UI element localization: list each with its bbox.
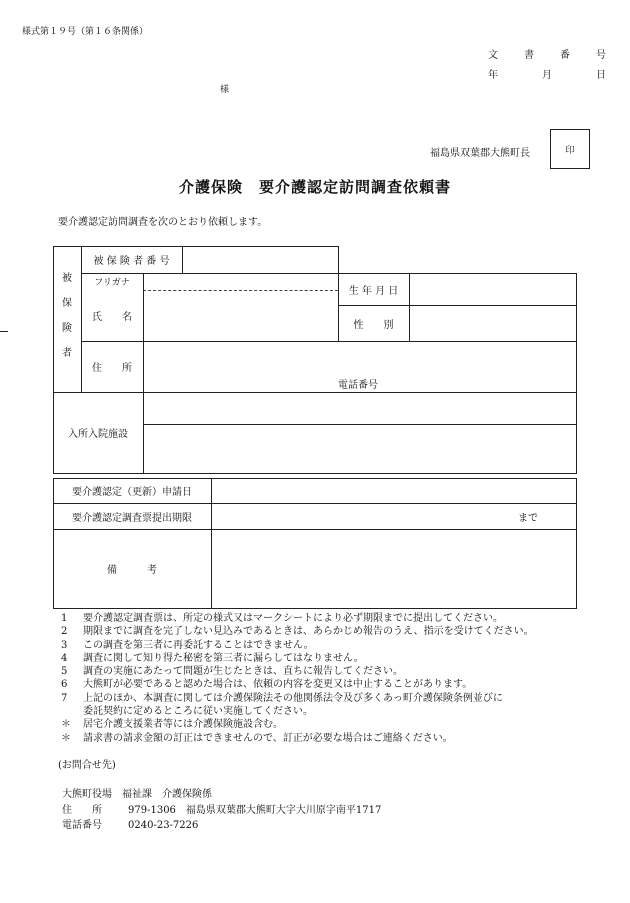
- note-item: 委託契約に定めるところに従い実施してください。: [83, 706, 313, 718]
- contact-address-label: 住 所: [62, 804, 102, 816]
- page-title: 介護保険 要介護認定訪問調査依頼書: [178, 178, 451, 196]
- furigana-label: フリガナ: [94, 278, 130, 288]
- phone-label: 電話番号: [338, 379, 378, 391]
- note-item: 3 この調査を第三者に再委託することはできません。: [61, 639, 314, 651]
- name-label: 氏 名: [92, 312, 132, 323]
- intro-text: 要介護認定訪問調査を次のとおり依頼します。: [58, 217, 268, 228]
- deadline-label: 要介護認定調査票提出期限: [72, 512, 192, 524]
- inquiry-heading: (お問合せ先): [58, 760, 116, 771]
- contact-phone-label: 電話番号: [62, 820, 102, 831]
- note-item: 1 要介護認定調査票は、所定の様式又はマークシートにより必ず期限までに提出してください。: [61, 613, 503, 624]
- facility-field-2[interactable]: [143, 424, 576, 473]
- gender-field[interactable]: [409, 305, 576, 341]
- insured-table: [53, 246, 577, 474]
- furigana-field[interactable]: [143, 273, 338, 290]
- application-date-label: 要介護認定（更新）申請日: [72, 487, 192, 498]
- contact-phone: 0240-23-7226: [128, 820, 199, 831]
- note-item: 2 期限までに調査を完了しない見込みであるときは、あらかじめ報告のうえ、指示を受けてください。: [61, 626, 534, 638]
- date-label: 年 月 日: [488, 70, 606, 81]
- gender-label: 性 別: [353, 319, 394, 331]
- form-id: 様式第１９号（第１６条関係）: [22, 27, 149, 37]
- insured-number-field[interactable]: [182, 246, 338, 273]
- issuer: 福島県双葉郡大熊町長: [430, 148, 530, 159]
- notes-list: [58, 612, 618, 745]
- note-item: ＊ 居宅介護支援業者等には介護保険施設含む。: [61, 719, 283, 731]
- note-item: 4 調査に関して知り得た秘密を第三者に漏らしてはなりません。: [61, 652, 364, 664]
- insured-number-label: 被 保 険 者 番 号: [93, 256, 170, 267]
- birthdate-field[interactable]: [409, 273, 576, 305]
- seal-box: [550, 129, 590, 169]
- remarks-field[interactable]: [211, 529, 576, 608]
- contact-office: 大熊町役場 福祉課 介護保険係: [62, 789, 212, 800]
- margin-mark: [0, 331, 8, 332]
- remarks-label: 備 考: [107, 565, 157, 576]
- facility-field-1[interactable]: [143, 392, 576, 424]
- seal-label: 印: [565, 145, 575, 156]
- facility-label: 入所入院施設: [68, 429, 128, 440]
- address-label: 住 所: [92, 363, 132, 374]
- contact-address: 979-1306 福島県双葉郡大熊町大字大川原字南平1717: [128, 804, 382, 816]
- request-table: [53, 478, 577, 609]
- document-number-label: 文 書 番 号: [488, 50, 606, 61]
- note-item: 6 大熊町が必要であると認めた場合は、依頼の内容を変更又は中止することがあります。: [61, 679, 473, 691]
- note-item: 7 上記のほか、本調査に関しては介護保険法その他関係法令及び多くあっ町介護保険条例並びに: [61, 692, 503, 704]
- birthdate-label: 生 年 月 日: [348, 285, 399, 297]
- note-item: ＊ 請求書の請求金額の訂正はできませんので、訂正が必要な場合はご連絡ください。: [61, 732, 453, 744]
- addressee-suffix: 様: [220, 85, 230, 95]
- insured-section-label: 被 保 険 者: [62, 273, 72, 359]
- deadline-suffix: まで: [518, 512, 538, 524]
- name-field[interactable]: [143, 290, 338, 341]
- application-date-field[interactable]: [211, 478, 576, 503]
- note-item: 5 調査の実施にあたって問題が生じたときは、直ちに報告してください。: [61, 666, 403, 678]
- contact-block: [62, 787, 381, 834]
